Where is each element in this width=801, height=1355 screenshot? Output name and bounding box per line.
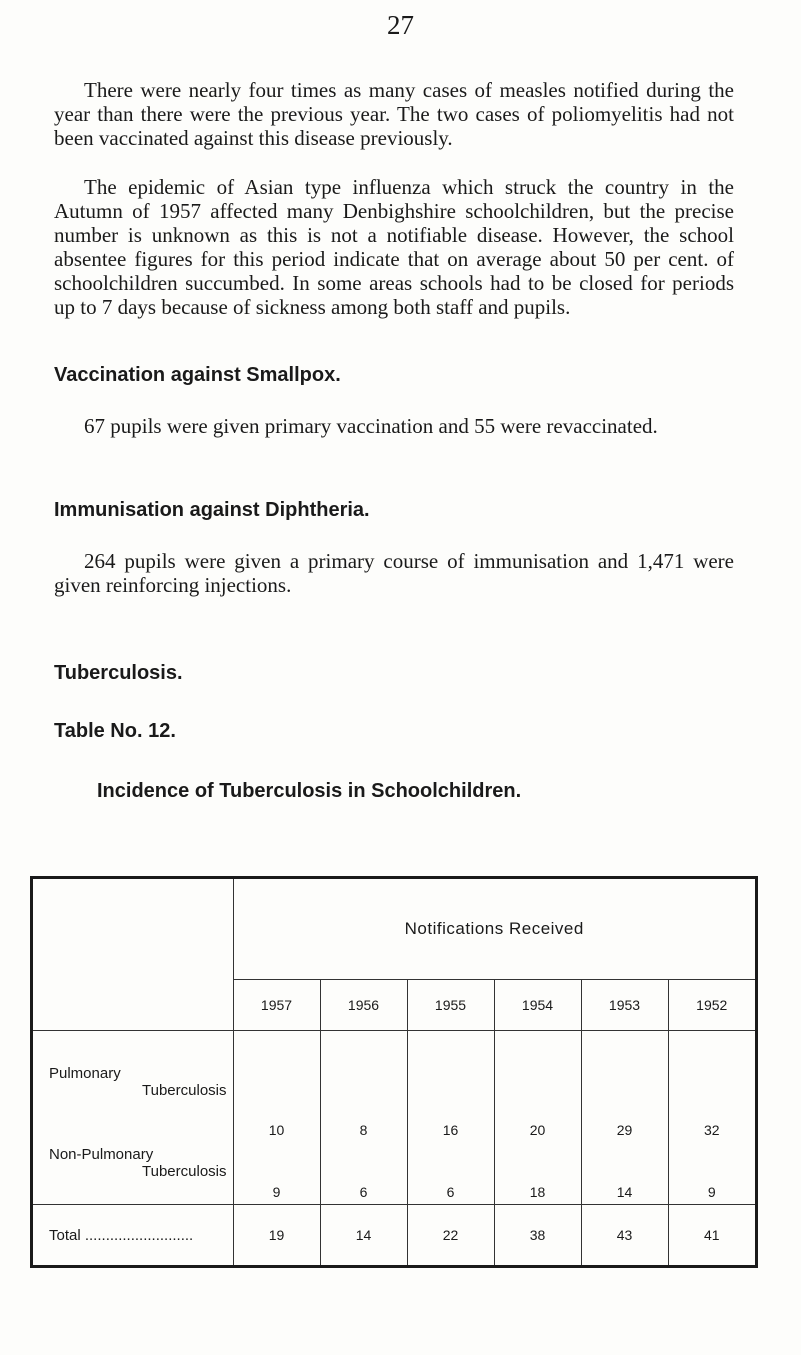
table-group-header-row (33, 879, 755, 980)
table-cell: 14 (320, 1205, 407, 1266)
tuberculosis-table-grid (33, 879, 755, 1265)
row-label (33, 1142, 233, 1205)
table-cell: 6 (320, 1142, 407, 1205)
paragraph-influenza: The epidemic of Asian type influenza which struck the country in the Autumn of 1957 affected many Denbighshire schoolchildren, but the precise number is unknown as this is not a notifiable disease. However, the school absentee figures for this period indicate that on average about 50 per cent. of schoolchildren succumbed. In some areas schools had to be closed for periods up to 7 days because of sickness among both staff and pupils. (54, 175, 734, 319)
smallpox-text: 67 pupils were given primary vaccination and 55 were revaccinated. (84, 414, 658, 438)
table-cell: 29 (581, 1031, 668, 1142)
row-label-line1: Non-Pulmonary (49, 1145, 154, 1163)
year-header: 1955 (407, 980, 494, 1031)
table-cell: 32 (668, 1031, 755, 1142)
year-header: 1957 (233, 980, 320, 1031)
table-number: Table No. 12. (54, 720, 176, 742)
table-corner-cell (33, 879, 233, 1031)
year-header: 1953 (581, 980, 668, 1031)
row-label (33, 1031, 233, 1142)
table-cell: 38 (494, 1205, 581, 1266)
table-cell: 8 (320, 1031, 407, 1142)
year-header: 1956 (320, 980, 407, 1031)
tuberculosis-heading: Tuberculosis. (54, 662, 183, 684)
table-cell: 19 (233, 1205, 320, 1266)
year-header: 1952 (668, 980, 755, 1031)
table-cell: 18 (494, 1142, 581, 1205)
table-row-pulmonary (33, 1031, 755, 1142)
smallpox-heading: Vaccination against Smallpox. (54, 364, 341, 386)
table-cell: 43 (581, 1205, 668, 1266)
total-label: Total .......................... (33, 1205, 233, 1266)
table-cell: 10 (233, 1031, 320, 1142)
table-row-total (33, 1205, 755, 1266)
paragraph-measles: There were nearly four times as many cases of measles notified during the year than there were the previous year. The two cases of poliomyelitis had not been vaccinated against this disease previously. (54, 78, 734, 150)
table-cell: 9 (233, 1142, 320, 1205)
table-cell: 6 (407, 1142, 494, 1205)
table-cell: 20 (494, 1031, 581, 1142)
table-cell: 22 (407, 1205, 494, 1266)
page-number: 27 (387, 10, 414, 40)
diphtheria-text: 264 pupils were given a primary course of immunisation and 1,471 were given reinforcing injections. (54, 549, 734, 597)
table-cell: 41 (668, 1205, 755, 1266)
table-row-non-pulmonary (33, 1142, 755, 1205)
notifications-received-header: Notifications Received (233, 879, 755, 980)
table-cell: 16 (407, 1031, 494, 1142)
table-cell: 14 (581, 1142, 668, 1205)
row-label-line2: Tuberculosis (142, 1082, 227, 1099)
diphtheria-heading: Immunisation against Diphtheria. (54, 499, 370, 521)
table-cell: 9 (668, 1142, 755, 1205)
row-label-line1: Pulmonary (49, 1065, 121, 1082)
tuberculosis-table (30, 876, 758, 1268)
year-header: 1954 (494, 980, 581, 1031)
table-title: Incidence of Tuberculosis in Schoolchildren. (97, 780, 522, 802)
row-label-line2: Tuberculosis (142, 1162, 227, 1180)
